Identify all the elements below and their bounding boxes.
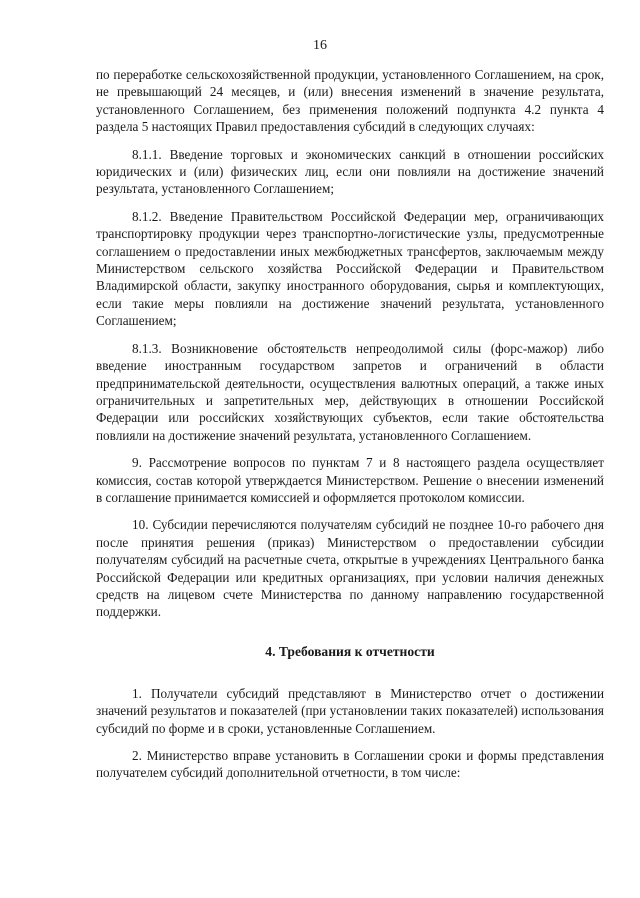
- paragraph-4-2: 2. Министерство вправе установить в Соглашении сроки и формы представления получателем субсидий дополнительной отчетности, в том числе:: [96, 748, 604, 781]
- section-heading: 4. Требования к отчетности: [265, 643, 435, 659]
- paragraph-4-1: 1. Получатели субсидий представляют в Министерство отчет о достижении значений результатов и показателей (при установлении таких показателей) использования субсидий по форме и в сроки, установленные Соглашением.: [96, 685, 604, 736]
- paragraph-10: 10. Субсидии перечисляются получателям субсидий не позднее 10-го рабочего дня после принятия решения (приказ) Министерством о предоставлении субсидии получателям субсидий на расчетные счета, открытые в учреждениях Центрального банка Российской Федерации или кредитных организациях, при условии наличия денежных средств на лицевом счете Министерства по данному направлению государственной поддержки.: [96, 517, 604, 620]
- paragraph-continuation: по переработке сельскохозяйственной продукции, установленного Соглашением, на срок, не превышающий 24 месяцев, и (или) внесения изменений в значение результата, установленного Соглашением, без применения положений подпункта 4.2 пункта 4 раздела 5 настоящих Правил предоставления субсидий в следующих случаях:: [96, 67, 604, 135]
- page-number: 16: [313, 38, 327, 53]
- paragraph-8-1-2: 8.1.2. Введение Правительством Российской Федерации мер, ограничивающих транспортировку продукции через транспортно-логистические узлы, предусмотренные соглашением о предоставлении иных межбюджетных трансфертов, заключаемым между Министерством сельского хозяйства Российской Федерации и Правительством Владимирской области, закупку иностранного оборудования, сырья и комплектующих, если такие меры повлияли на достижение значений результата, установленного Соглашением;: [96, 208, 604, 329]
- paragraph-8-1-1: 8.1.1. Введение торговых и экономических санкций в отношении российских юридических и (или) физических лиц, если они повлияли на достижение значений результата, установленного Соглашением;: [96, 146, 604, 197]
- document-body: [96, 66, 604, 792]
- paragraph-9: 9. Рассмотрение вопросов по пунктам 7 и 8 настоящего раздела осуществляет комиссия, состав которой утверждается Министерством. Решение о внесении изменений в соглашение принимается комиссией и оформляется протоколом комиссии.: [96, 455, 604, 505]
- paragraph-8-1-3: 8.1.3. Возникновение обстоятельств непреодолимой силы (форс-мажор) либо введение иностранным государством запретов и ограничений в области предпринимательской деятельности, осуществления валютных операций, а также иных ограничительных и запретительных мер, действующих в отношении Российской Федерации или российских хозяйствующих субъектов, если такие обстоятельства повлияли на достижение значений результата, установленного Соглашением.: [96, 340, 604, 443]
